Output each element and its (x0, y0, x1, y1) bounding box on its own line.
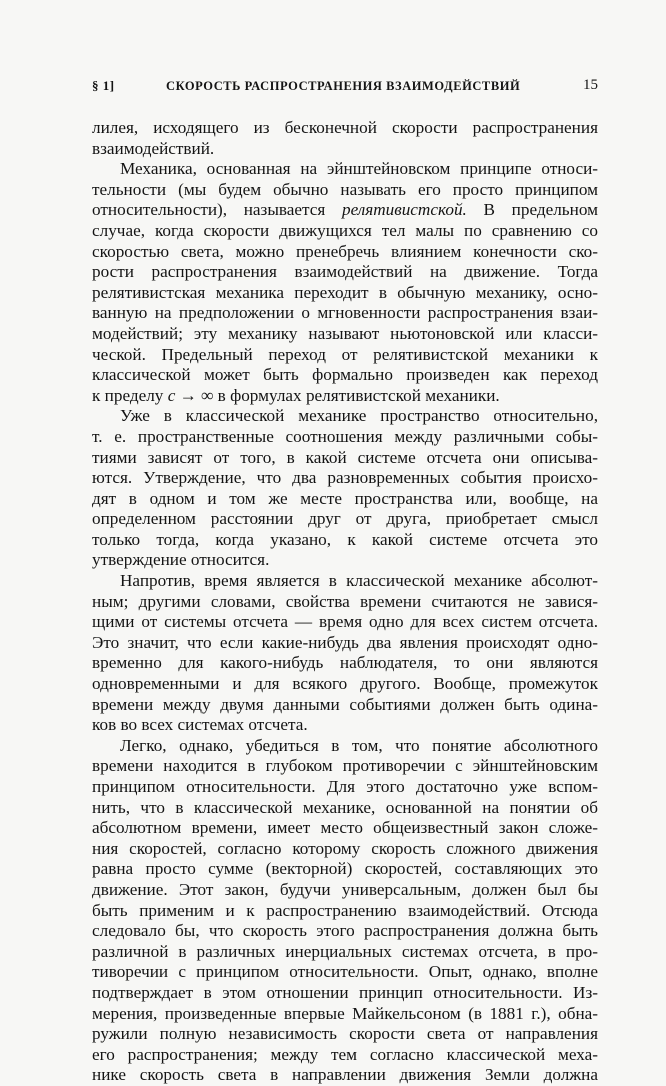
text-line: определенном расстоянии друг от друга, приобретает смысл (92, 509, 598, 529)
text-line: подтверждает в этом отношении принцип относительности. Из- (92, 982, 598, 1002)
text-line: взаимодействий. (92, 138, 215, 158)
text-line: релятивистская механика переходит в обычную механику, осно- (92, 282, 598, 302)
text-line: лилея, исходящего из бесконечной скорости распространения (92, 118, 598, 137)
text-line: ков во всех системах отсчета. (92, 715, 308, 735)
text-line: дят в одном и том же месте пространства или, вообще, на (92, 488, 598, 508)
text-line: Механика, основанная на эйнштейновском принципе относи- (120, 159, 598, 179)
text-line: Легко, однако, убедиться в том, что понятие абсолютного (120, 735, 598, 755)
text-line: быть применим и к распространению взаимодействий. Отсюда (92, 900, 598, 920)
text-line: классической может быть формально произведен как переход (92, 365, 598, 385)
math-limit-formula: c → ∞ (167, 385, 214, 405)
text-line: равна просто сумме (векторной) скоростей, составляющих это (92, 859, 598, 879)
text-line: следовало бы, что скорость этого распространения должна быть (92, 921, 598, 941)
text-line: Уже в классической механике пространство относительно, (120, 406, 598, 426)
paragraph-4 (92, 571, 598, 736)
text-line: ружили полную независимость скорости света от направления (92, 1024, 598, 1044)
text-line: ванную на предположении о мгновенности распространения взаи- (92, 303, 598, 323)
paragraph-2 (92, 159, 598, 406)
text-line: нике скорость света в направлении движения Земли должна (92, 1065, 598, 1085)
text-line: его распространения; между тем согласно классической меха- (92, 1044, 598, 1064)
paragraph-1 (92, 118, 598, 159)
text-line: движение. Этот закон, будучи универсальным, должен был бы (92, 879, 598, 899)
text-line: одновременными и для всякого другого. Вообще, промежуток (92, 674, 598, 694)
text-line: Напротив, время является в классической механике абсолют- (120, 571, 598, 591)
section-marker: § 1] (92, 78, 115, 93)
text-line: ния скоростей, согласно которому скорость сложного движения (92, 838, 598, 858)
paragraph-3 (92, 406, 598, 571)
text-line: скоростью света, можно пренебречь влиянием конечности ско- (92, 241, 598, 261)
text-line: ным; другими словами, свойства времени считаются не завися- (92, 591, 598, 611)
paragraph-5 (92, 736, 598, 1086)
term-relativistic: релятивистской. (341, 200, 467, 220)
running-head-title: СКОРОСТЬ РАСПРОСТРАНЕНИЯ ВЗАИМОДЕЙСТВИЙ (166, 79, 521, 93)
text-line: ются. Утверждение, что два разновременных события происхо- (92, 468, 598, 488)
text-run: в формулах релятивистской механики. (213, 385, 500, 405)
text-line: тиями зависят от того, в какой системе отсчета они описыва- (92, 447, 598, 467)
text-line: модействий; эту механику называют ньютоновской или класси- (92, 323, 598, 343)
text-run: В предельном (466, 200, 598, 220)
book-page (92, 76, 598, 1086)
text-line: утверждение относится. (92, 550, 270, 570)
text-line: тиворечии с принципом относительности. Опыт, однако, вполне (92, 962, 598, 982)
text-line (92, 386, 598, 407)
text-line: рости распространения взаимодействий на движение. Тогда (92, 262, 598, 282)
text-run: к пределу (92, 385, 168, 405)
text-line: случае, когда скорости движущихся тел малы по сравнению со (92, 220, 598, 240)
text-line: принципом относительности. Для этого достаточно уже вспом- (92, 777, 598, 796)
page-number: 15 (583, 77, 598, 93)
text-line: временно для какого-нибудь наблюдателя, то они являются (92, 653, 598, 673)
text-line: ческой. Предельный переход от релятивистской механики к (92, 344, 598, 364)
text-run: относительности), называется (92, 200, 342, 220)
text-line: щими от системы отсчета — время одно для всех систем отсчета. (92, 612, 598, 632)
text-line: Это значит, что если какие-нибудь два явления происходят одно- (92, 632, 598, 652)
running-head (92, 76, 598, 100)
text-line: различной в различных инерциальных системах отсчета, в про- (92, 941, 598, 961)
text-line (92, 200, 598, 221)
text-line: нить, что в классической механике, основанной на понятии об (92, 797, 598, 817)
text-line: только тогда, когда указано, к какой системе отсчета это (92, 529, 598, 549)
text-line: абсолютном времени, имеет место общеизвестный закон сложе- (92, 818, 598, 838)
text-line: т. е. пространственные соотношения между различными собы- (92, 426, 598, 446)
text-line: тельности (мы будем обычно называть его просто принципом (92, 179, 598, 199)
text-line: мерения, произведенные впервые Майкельсоном (в 1881 г.), обна- (92, 1003, 598, 1023)
text-line: времени между двумя данными событиями должен быть одина- (92, 694, 598, 714)
text-line: времени находится в глубоком противоречии с эйнштейновским (92, 756, 598, 776)
